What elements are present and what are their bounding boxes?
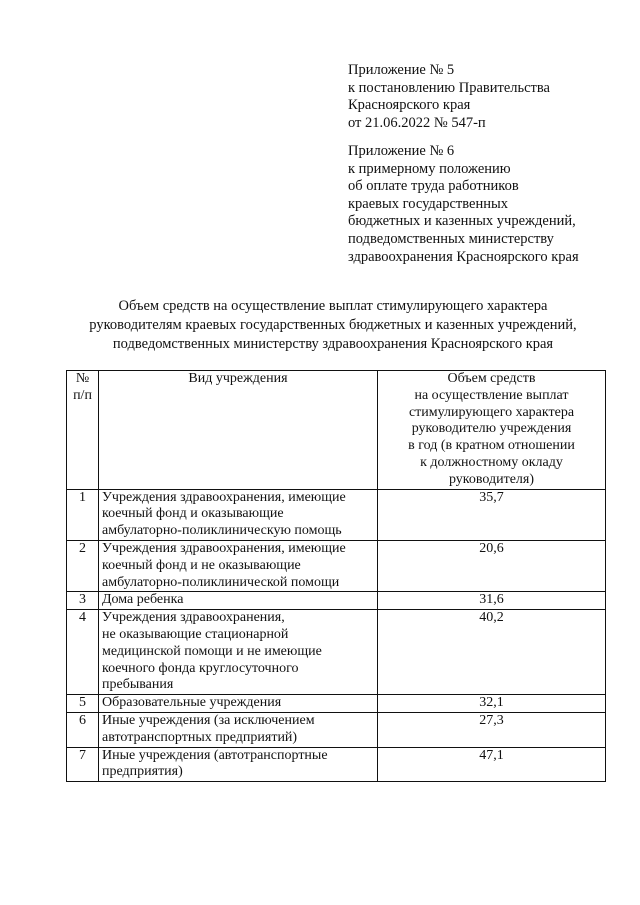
row-kind-line: Учреждения здравоохранения, имеющие [102,540,346,556]
title-line: Объем средств на осуществление выплат стимулирующего характера [118,298,548,314]
row-kind-line: медицинской помощи и не имеющие [102,643,322,659]
header-value-line: руководителю учреждения [411,421,572,437]
header-num-line: № [75,371,90,386]
row-num: 4 [67,610,99,695]
appendix-6-line: краевых государственных [348,195,508,212]
row-kind-line: амбулаторно-поликлинической помощи [102,574,340,590]
row-kind [99,695,378,713]
table-row [67,592,606,610]
row-value: 31,6 [378,592,606,610]
appendix-6-line: об оплате труда работников [348,178,519,195]
table-row [67,747,606,782]
row-kind [99,712,378,747]
row-kind-line: предприятия) [102,764,183,780]
header-kind-cell [99,371,378,490]
header-value-line: стимулирующего характера [408,404,575,420]
row-kind-line: автотранспортных предприятий) [102,729,298,745]
table-row [67,489,606,540]
incentive-table [66,370,606,782]
row-num: 1 [67,489,99,540]
table-row [67,695,606,713]
header-value-line: в год (в кратном отношении [408,438,575,454]
header-value-line: на осуществление выплат [414,387,569,403]
row-kind-line: пребывания [102,677,174,693]
appendix-5-line: Красноярского края [348,97,471,114]
appendix-5-line: к постановлению Правительства [348,79,550,96]
row-value: 27,3 [378,712,606,747]
header-value-line: к должностному окладу [420,454,563,470]
row-kind-line: Учреждения здравоохранения, [102,610,285,626]
row-num: 7 [67,747,99,782]
row-kind-line: не оказывающие стационарной [102,626,289,642]
row-kind-line: Учреждения здравоохранения, имеющие [102,489,346,505]
table-row [67,610,606,695]
row-kind-line: Иные учреждения (за исключением [102,712,315,728]
row-num: 3 [67,592,99,610]
document-title [60,297,606,354]
header-value-cell [378,371,606,490]
row-value: 32,1 [378,695,606,713]
table-row [67,540,606,591]
header-value-line: руководителя) [448,471,535,487]
row-value: 40,2 [378,610,606,695]
header-num-line: п/п [73,387,92,403]
row-kind-line: Образовательные учреждения [102,695,282,711]
row-num: 5 [67,695,99,713]
title-line: руководителям краевых государственных бюджетных и казенных учреждений, [89,317,577,333]
appendix-6-block [348,143,579,266]
title-line: подведомственных министерству здравоохранения Красноярского края [112,336,554,352]
row-kind-line: амбулаторно-поликлиническую помощь [102,523,342,539]
row-value: 35,7 [378,489,606,540]
row-kind-line: Дома ребенка [102,592,184,608]
appendix-5-line: Приложение № 5 [348,62,455,78]
appendix-5-line: от 21.06.2022 № 547-п [348,114,486,131]
appendix-6-line: бюджетных и казенных учреждений, [348,213,576,230]
row-kind-line: коечный фонд и не оказывающие [102,557,301,573]
header-value-line: Объем средств [447,371,536,386]
row-value: 47,1 [378,747,606,782]
row-kind-line: Иные учреждения (автотранспортные [102,747,328,763]
row-kind [99,610,378,695]
row-value: 20,6 [378,540,606,591]
appendix-6-line: к примерному положению [348,160,511,177]
appendix-6-line: здравоохранения Красноярского края [348,248,579,265]
row-kind [99,747,378,782]
header-num-cell [67,371,99,490]
row-kind [99,489,378,540]
row-kind [99,540,378,591]
appendix-6-line: подведомственных министерству [348,230,554,247]
table-row [67,712,606,747]
appendix-6-line: Приложение № 6 [348,143,455,159]
header-kind-line: Вид учреждения [188,371,288,386]
row-kind-line: коечный фонд и оказывающие [102,506,284,522]
row-num: 2 [67,540,99,591]
row-num: 6 [67,712,99,747]
row-kind-line: коечного фонда круглосуточного [102,660,299,676]
table-header-row [67,371,606,490]
row-kind [99,592,378,610]
appendix-5-block [348,62,550,132]
